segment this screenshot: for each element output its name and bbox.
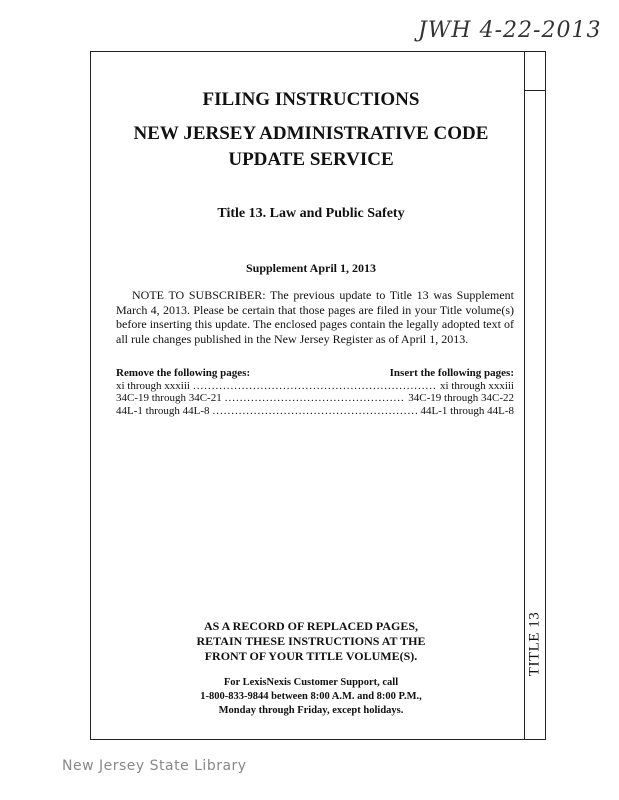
insert-header: Insert the following pages: (389, 367, 514, 379)
heading-update-service: UPDATE SERVICE (228, 149, 394, 170)
customer-support-info (104, 676, 518, 718)
page-replacement-table (116, 367, 514, 417)
supplement-date: Supplement April 1, 2013 (245, 261, 377, 275)
remove-header: Remove the following pages: (116, 367, 251, 379)
insert-pages: xi through xxxiii (440, 379, 514, 392)
record-line-2: RETAIN THESE INSTRUCTIONS AT THE (196, 634, 426, 648)
heading-filing-instructions: FILING INSTRUCTIONS (202, 89, 420, 110)
support-line-2: 1-800-833-9844 between 8:00 A.M. and 8:00 P.M., (200, 691, 422, 702)
title-line: Title 13. Law and Public Safety (217, 206, 405, 221)
document-content (104, 51, 518, 740)
dot-leader (193, 380, 437, 393)
record-line-1: AS A RECORD OF REPLACED PAGES, (203, 619, 419, 633)
remove-pages: 34C-19 through 34C-21 (116, 392, 222, 404)
record-instructions (104, 619, 518, 664)
insert-pages: 34C-19 through 34C-22 (408, 392, 514, 404)
table-row (116, 392, 514, 405)
tab-divider (524, 51, 525, 740)
dot-leader (212, 405, 417, 418)
insert-pages: 44L-1 through 44L-8 (420, 404, 514, 417)
dot-leader (225, 392, 406, 405)
table-row (116, 380, 514, 393)
handwritten-initials-date: JWH 4-22-2013 (418, 18, 602, 43)
support-line-1: For LexisNexis Customer Support, call (223, 677, 399, 688)
table-row (116, 405, 514, 418)
heading-code-name: NEW JERSEY ADMINISTRATIVE CODE (133, 123, 489, 144)
tab-top-line (524, 90, 546, 91)
support-line-3: Monday through Friday, except holidays. (218, 705, 404, 716)
table-header (116, 367, 514, 380)
library-stamp: New Jersey State Library (62, 758, 247, 774)
tab-title-label: TITLE 13 (526, 611, 543, 677)
record-line-3: FRONT OF YOUR TITLE VOLUME(S). (204, 649, 418, 663)
note-to-subscriber: NOTE TO SUBSCRIBER: The previous update to Title 13 was Supplement March 4, 2013. Please be certain that those pages are filed in your Title volume(s) before inserting this update. The enclosed pages contain the legally adopted text of all rule changes published in the New Jersey Register as of April 1, 2013. (116, 288, 514, 346)
remove-pages: 44L-1 through 44L-8 (116, 404, 210, 417)
remove-pages: xi through xxxiii (116, 379, 190, 392)
